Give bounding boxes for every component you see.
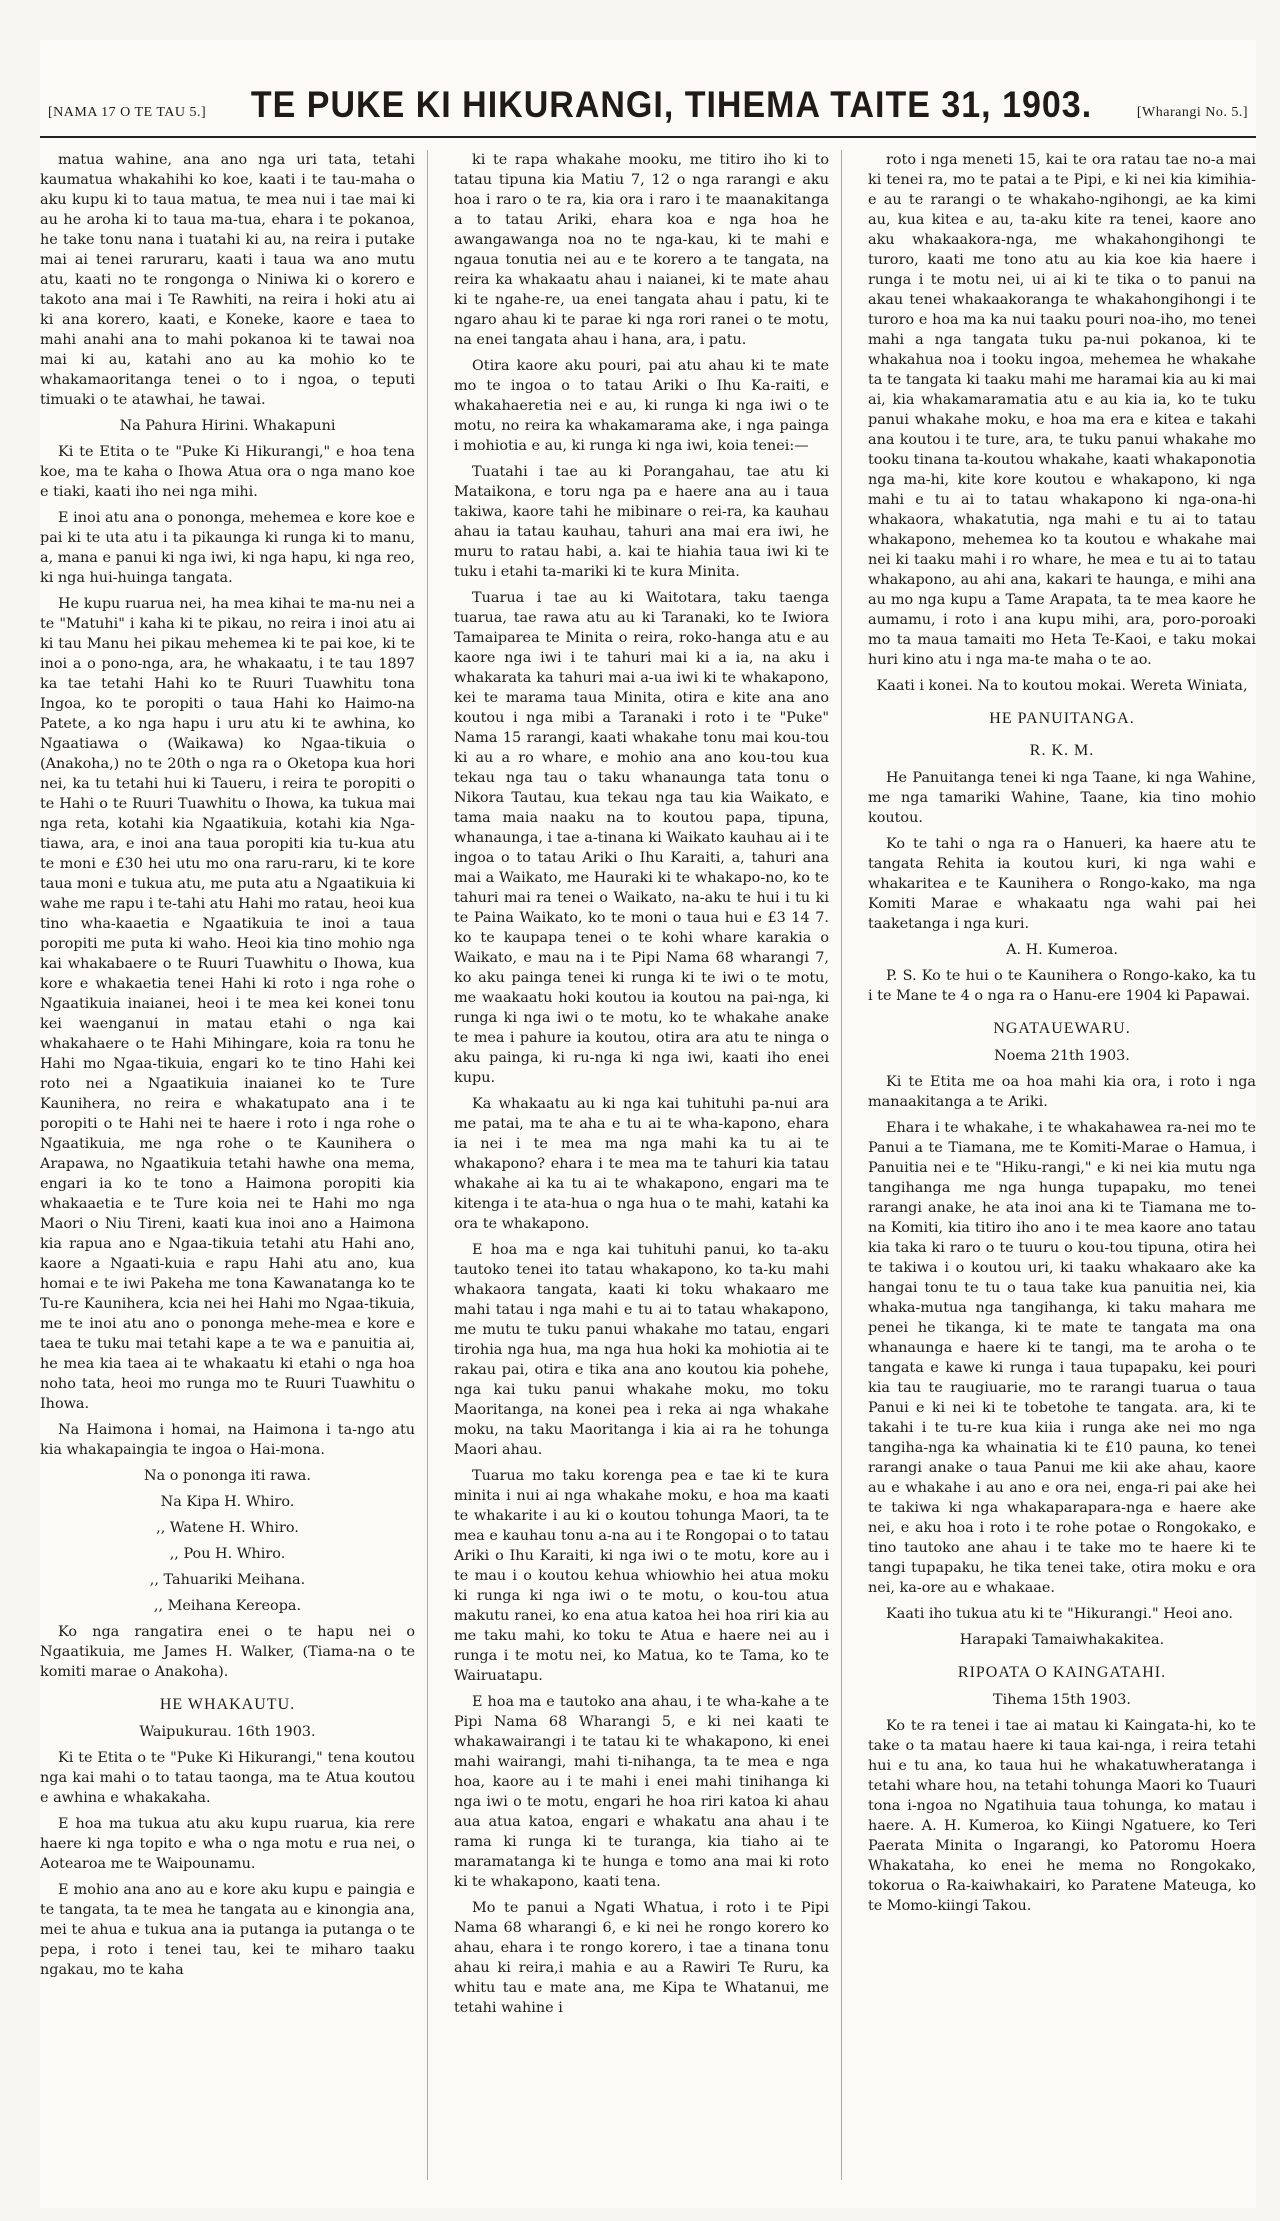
paragraph: He Panuitanga tenei ki nga Taane, ki nga Wahine, me nga tamariki Wahine, Taane, kia tino mohio koutou. (868, 770, 1256, 826)
signature-line: Harapaki Tamaiwhakakitea. (959, 1632, 1165, 1648)
paragraph: Ko te tahi o nga ra o Hanueri, ka haere atu te tangata Rehita ia koutou kuri, ki nga wahi e whakaritea e te Kaunihera o Rongo-kako, ma nga Komiti Marae e whakaatu nga wahi pai hei taaketanga i nga kuri. (868, 836, 1256, 932)
column-1 (40, 150, 428, 2180)
paragraph: roto i nga meneti 15, kai te ora ratau tae no-a mai ki tenei ra, mo te patai a te Pipi, e ki nei kia kimihia-e au te rarangi o te whakaho-ngihongi, ae ka kimi au, kua kitea e au, ta-aku kite ra tenei, kaore ano aku whakaakora-nga, me whakahongihongi te turoro, kaati me tono atu au kia koe kia haere i runga i te motu nei, ui ai ki te tika o to panui na akau tenei whakaakoranga te whakahongihongi i te turoro e hoa ma ka nui taaku pouri noa-iho, mo tenei mahi a nga tangata tuku pa-nui pokanoa, ki te whakahua noa i tooku ingoa, mehemea he whakahe ta te tangata ki taaku mahi me haramai kia au ki mai ai, kia whakamaramatia atu e au kia ia, ko te tuku panui whakahe moku, e hoa ma era e kitea e takahi ana koutou i te ture, ara, te tuku panui whakahe mo tooku tinana ta-koutou whakahe, kaati whakaponotia nga ma-hi, kite kore koutou e whakapono, ki nga mahi e tu ai to tatau whakapono ki nga-ona-hi whakaora, whakatutia, nga mahi e tu ai to tatau whakapono, mehemea ko ta koutou e whakahe mai nei ki taaku mahi i ro whare, he mea e tu ai to tatau whakapono, au ahi ana, kakari te haunga, e mihi ana au mo nga kupu a Tame Arapata, ta te mea kaore he aumamu, i roto i ana kupu mihi, ara, poro-poroaki mo ta maua tamaiti mo Heta Te-Kaoi, e taku mokai huri kino atu i nga ma-te maha o te ao. (868, 152, 1256, 668)
signature-line: Na Pahura Hirini. Whakapuni (119, 418, 336, 434)
issue-number: [NAMA 17 O TE TAU 5.] (48, 105, 207, 120)
signature-line: ,, Watene H. Whiro. (156, 1520, 299, 1536)
signature-line: ,, Tahuariki Meihana. (149, 1572, 306, 1588)
paragraph: He kupu ruarua nei, ha mea kihai te ma-nu nei a te "Matuhi" i kaha ki te pikau, no reira i inoi atu ai ki tau Manu hei pikau mehemea ki te pai koe, ki te inoi a o pono-nga, ara, he whakaatu, i te tau 1897 ka tae tetahi Hahi ko te Ruuri Tuawhitu tona Ingoa, ko te poropiti o taua Hahi ko Haimo-na Patete, a ko nga hapu i uru atu ki te awhina, ko Ngaatiawa o (Waikawa) ko Ngaa-tikuia o (Anakoha,) no te 20th o nga ra o Oketopa kua hori nei, ka tu tetahi hui ki Taueru, i reira te poropiti o te Hahi o te Ruuri Tuawhitu o Ihowa, ka tukua mai nga reta, kotahi kia Ngaatikuia, kotahi kia Nga-tiawa, ara, e inoi ana taua poropiti kia tu-kua atu te moni e £30 hei utu mo ona raru-raru, ki te kore taua moni e tukua atu, me puta atu a Ngaatikuia ki wahe me rapu i te-tahi atu Hahi mo ratau, heoi kua tino wha-kaaetia e Ngaatikuia te inoi a taua poropiti me puta ki waho. Heoi kia tino mohio nga kai whakabaere o te Ruuri Tuawhitu o Ihowa, kua kore e whakaetia tenei Hahi ki roto i nga rohe o Ngaatikuia inaianei, heoi i te mea kei konei tonu kei waenganui in matau etahi o nga kai whakahaere o te Hahi Mihingare, koia ra tonu he Hahi mo Ngaa-tikuia, engari ko te tino Hahi kei roto nei a Ngaatikuia inaianei ko te Ture Kaunihera, no reira e whakatupato ana i te poropiti o te Hahi nei te haere i roto i nga rohe o Ngaatikuia, me nga rohe o te Kaunihera o Arapawa, no Ngaatikuia tetahi hawhe ona mema, engari ia ko te tono a Haimona poropiti kia whakaaetia e te Ture koia nei te Hahi mo nga Maori o Niu Tireni, kaati kua inoi ano a Haimona kia rapua ano e Ngaa-tikuia tetahi atu Hahi ano, kaore a Ngaati-kuia e rapu Hahi atu ano, kua homai e te iwi Pakeha me tona Kawanatanga ko te Tu-re Kaunihera, kcia nei hei Hahi mo Ngaa-tikuia, me te inoi atu ano o pononga mehe-mea e kore e taea te tuku mai tetahi kape a te wa e panuitia ai, he mea kia taea ai te whakaatu ki etahi o nga hoa noho tata, heoi mo runga mo te Ruuri Tuawhitu o Ihowa. (40, 596, 415, 1412)
paragraph: matua wahine, ana ano nga uri tata, tetahi kaumatua whakahihi ko koe, kaati i te tau-maha o aku kupu ki to taua matua, te mea nui i tae mai ki au he aroha ki to taua ma-tua, ehara i te pokanoa, he take tonu nana i tuatahi ki au, na reira i putake mai ai tenei raruraru, kaati i taua wa ano mutu atu, kaati no te rongonga o Niniwa ki o korero e takoto ana mai i Te Rawhiti, na reira i hoki atu ai ki ana korero, kaati, e Koneke, kaore e taea to mahi anahi ana to mahi pokanoa ki te tawai noa mai ki au, katahi ano au ka mohio ko te whakamaoritanga tenei o to i ngoa, o teputi timuaki o te atawhai, he tawai. (40, 152, 415, 408)
paragraph: Kaati iho tukua atu ki te "Hikurangi." Heoi ano. (886, 1606, 1233, 1622)
signature-line: Na o pononga iti rawa. (144, 1468, 311, 1484)
paragraph: E hoa ma e nga kai tuhituhi panui, ko ta-aku tautoko tenei ito tatau whakapono, ko ta-ku mahi whakaora tangata, kaati ki toku whakaaro me mahi tatau i nga mahi e tu ai to tatau whakapono, me mutu te tuku panui whakahe mo tatau, engari tirohia nga hua, ma nga hua hoki ka mohiotia ai te rakau pai, otira e tika ana ano koutou kia pohehe, nga kai tuku panui whakahe moku, mo toku Maoritanga, na konei pea i reka ai nga whakahe moku, na taku Maoritanga i kia ai ra he tohunga Maori ahau. (454, 1242, 829, 1458)
paragraph: Mo te panui a Ngati Whatua, i roto i te Pipi Nama 68 wharangi 6, e ki nei he rongo korero ko ahau, ehara i te rongo korero, i tae a tinana tonu ahau ki reira,i mahia e au a Rawiri Te Ruru, ka whitu tau e mate ana, me Kipa te Whatanui, me tetahi wahine i (454, 1900, 829, 2016)
paragraph: Ko te ra tenei i tae ai matau ki Kaingata-hi, ko te take o ta matau haere ki taua kai-nga, i reira tetahi hui e tu ana, ko taua hui he whakatuwheratanga i tetahi whare hou, na tetahi tohunga Maori ko Tuauri tona i-ngoa no Ngatihuia taua tohunga, ko matau i haere. A. H. Kumeroa, ko Kiingi Ngatuere, ko Teri Paerata Minita o Ingarangi, ko Patoromu Hoera Whakataha, ko enei he mema no Rongokako, tokorua o Ra-kaiwhakairi, ko Paratene Mateuga, ko te Momo-kiingi Takou. (868, 1718, 1256, 1914)
paragraph: Tuarua i tae au ki Waitotara, taku taenga tuarua, tae rawa atu au ki Taranaki, ko te Iwiora Tamaiparea te Minita o reira, roko-hanga atu e au kaore nga iwi i te tahuri mai ki a ia, na aku i whakarata ka tahuri mai a-ua iwi ki te whakapono, kei te marama taua Minita, otira e kite ana ano koutou i nga mibi a Taranaki i roto i te "Puke" Nama 15 rarangi, kaati whakahe tonu mai kou-tou ki au a ro whare, e mohio ana ano kou-tou kua tekau nga tau o taku whanaunga tata tonu o Nikora Tautau, kua tekau nga tau kia Waikato, e tama maia naaku na to koutou papa, tipuna, whanaunga, i tae a-tinana ki Waikato kauhau ai i te ingoa o to tatau Ariki o Ihu Karaiti, a, tahuri ana mai a Waikato, me Hauraki ki te whakapo-no, ko te tahuri mai ra tenei o Waikato, na-aku te hui i tu ki te Paina Waikato, ko te moni o taua hui e £3 14 7. ko te kaupapa tenei o te kohi whare karakia o Waikato, e mau na i te Pipi Nama 68 wharangi 7, ko aku painga tenei ki runga ki te iwi o te motu, me waakaatu hoki koutou ia koutou na pai-nga, ki runga ki nga iwi o te motu, ko te whakahe anake te mea i pahure ia koutou, otira ara atu te ninga o aku painga, ki ru-nga ki nga iwi, kaati iho enei kupu. (454, 590, 829, 1086)
section-heading: R. K. M. (1029, 742, 1095, 759)
column-2 (454, 150, 842, 2180)
section-heading: HE WHAKAUTU. (159, 1696, 296, 1713)
paragraph: Ehara i te whakahe, i te whakahawea ra-nei mo te Panui a te Tiamana, me te Komiti-Marae o Hamua, i Panuitia nei e te "Hiku-rangi," e ki nei kia mutu nga tangihanga me nga hunga tupapaku, mo tenei rarangi anake, he ata inoi ana ki te Tiamana me to-na Komiti, kia titiro iho ano i te mea kaore ano tatau kia taka ki raro o te tuuru o kou-tou tipuna, otira hei te takiwa i o koutou uri, ki taaku whakaaro ake ka hangai tonu te tu o taua take kua panuitia nei, kia whaka-mutua nga tangihanga, ki taku mahara me penei he tikanga, ki te mate te tangata ma ona whanaunga e haere ki te tangi, ma te aroha o te tangata e kawe ki runga i taua tupapaku, kei pouri kia tau te raugiuarie, mo te rarangi tuarua o taua Panui e ki nei ki te tobetohe te tangata. ara, ki te takahi i te tu-re kua kiia i runga ake nei mo nga tangiha-nga ka whainatia ki te £10 pauna, ko tenei rarangi anake o taua Panui me kii ake ahau, kaore au e whakahe i au ano e ora nei, enga-ri pai ake hei te takiwa ki nga whakaparapara-nga e haere ake nei, e aku hoa i roto i te rohe potae o Rongokako, e tino tautoko ane ahau i te take mo te haere ki te tangi tupapaku, he tika tenei take, otira moku e ora nei, ka-ore au e whakaae. (868, 1120, 1256, 1596)
page-number: [Wharangi No. 5.] (1136, 105, 1248, 120)
newspaper-page (40, 40, 1256, 2208)
paragraph: Tuatahi i tae au ki Porangahau, tae atu ki Mataikona, e toru nga pa e haere ana au i taua takiwa, kaore tahi he mibinare o rei-ra, ka kauhau ahau ia tatau kauhau, tahuri ana mai era iwi, he muru to ratau habi, a. kai te hiahia taua iwi ki te tuku i etahi ta-mariki ki te kura Minita. (454, 464, 829, 580)
paragraph: E hoa ma e tautoko ana ahau, i te wha-kahe a te Pipi Nama 68 Wharangi 5, e ki nei kaati te whakawairangi i te tatau ki te whakapono, ki enei mahi wairangi, mahi ti-nihanga, ta te mea e nga hoa, kaore au i te mahi i enei mahi tinihanga ki nga iwi o te motu, engari he hoa riri katoa ki ahau aua atua katoa, engari e whakatu ana ahau i te rama ki runga ki te turanga, kia tiaho ai te maramatanga ki te hunga e tomo ana mai ki roto ki te whakapono, kaati tena. (454, 1694, 829, 1890)
paragraph: Na Haimona i homai, na Haimona i ta-ngo atu kia whakapaingia te ingoa o Hai-mona. (40, 1422, 415, 1458)
signature-line: ,, Meihana Kereopa. (153, 1598, 302, 1614)
section-heading: RIPOATA O KAINGATAHI. (957, 1664, 1167, 1681)
paragraph: ki te rapa whakahe mooku, me titiro iho ki to tatau tipuna kia Matiu 7, 12 o nga rarangi e aku hoa i raro o te ra, kia ora i raro i te maanakitanga a to tatau Ariki, ehara koa e nga hoa he awangawanga noa no te nga-kau, ki te mahi e ngaua tonutia nei au e te korero a te tangata, na reira ka whakaatu ahau i naianei, ki te mate ahau ki te ngahe-re, ua enei tangata ahau i patu, ki te ngaro ahau ki te parae ki nga rori ranei o te motu, na enei tangata ahau i hana, ara, i patu. (454, 152, 829, 348)
paragraph: Otira kaore aku pouri, pai atu ahau ki te mate mo te ingoa o to tatau Ariki o Ihu Ka-raiti, e whakahaeretia nei e au, ki runga ki nga iwi o te motu, no reira ka whakamarama ake, i nga painga i mohiotia e au, ki runga ki nga iwi, koia tenei:— (454, 358, 829, 454)
signature-line: ,, Pou H. Whiro. (169, 1546, 286, 1562)
paragraph: Ko nga rangatira enei o te hapu nei o Ngaatikuia, me James H. Walker, (Tiama-na o te komiti marae o Anakoha). (40, 1624, 415, 1680)
paragraph: Ki te Etita o te "Puke Ki Hikurangi," e hoa tena koe, ma te kaha o Ihowa Atua ora o nga mano koe e tiaki, kaati iho nei nga mihi. (40, 444, 415, 500)
section-heading: HE PANUITANGA. (989, 710, 1135, 727)
paragraph: Tuarua mo taku korenga pea e tae ki te kura minita i nui ai nga whakahe moku, e hoa ma kaati te whakarite i au ki o koutou tohunga Maori, ta te mea e kauhau tonu a-na au i te Rongopai o to tatau Ariki o Ihu Karaiti, ki nga iwi o te motu, kore au i te mau i o koutou kehua whiowhio hei atua moku ki runga ki nga iwi o te motu, o kou-tou atua makutu ranei, ko ena atua katoa hei hoa riri kia au me taku mahi, ko toku te Atua e haere nei au i runga i te motu nei, ko Matua, ko te Tama, ko te Wairuatapu. (454, 1468, 829, 1684)
paragraph: E mohio ana ano au e kore aku kupu e paingia e te tangata, ta te mea he tangata au e kinongia ana, mei te ahua e tukua ana ia putanga ia putanga o te pepa, i roto i tenei tau, kei te miharo taaku ngakau, mo te kaha (40, 1882, 415, 1978)
paragraph: E inoi atu ana o pononga, mehemea e kore koe e pai ki te uta atu i ta pikaunga ki runga ki to manu, a, mana e panui ki nga iwi, ki nga hapu, ki nga reo, ki nga hui-huinga tangata. (40, 510, 415, 586)
paragraph: Ka whakaatu au ki nga kai tuhituhi pa-nui ara me patai, ma te aha e tu ai te wha-kapono, ehara ia nei i te mea ma nga mahi ka tu ai te whakapono? ehara i te mea ma te tahuri kia tatau whakahe ai ka tu ai te whakapono, engari ma te kitenga i te ata-hua o nga hua o te mahi, katahi ka ora te whakapono. (454, 1096, 829, 1232)
signature-line: A. H. Kumeroa. (1006, 942, 1118, 958)
paragraph: E hoa ma tukua atu aku kupu ruarua, kia rere haere ki nga topito e wha o nga motu e rua nei, o Aotearoa me te Waipounamu. (40, 1816, 415, 1872)
masthead (40, 86, 1256, 138)
signature-line: Noema 21th 1903. (994, 1048, 1130, 1064)
paragraph: Ki te Etita o te "Puke Ki Hikurangi," tena koutou nga kai mahi o to tatau taonga, ma te Atua koutou e awhina e whakakaha. (40, 1750, 415, 1806)
signature-line: Na Kipa H. Whiro. (160, 1494, 295, 1510)
section-heading: NGATAUEWARU. (993, 1020, 1131, 1037)
newspaper-title: TE PUKE KI HIKURANGI, TIHEMA TAITE 31, 1903. (250, 84, 1093, 126)
column-3 (868, 150, 1256, 2180)
signature-line: Tihema 15th 1903. (993, 1692, 1131, 1708)
paragraph: P. S. Ko te hui o te Kaunihera o Rongo-kako, ka tu i te Mane te 4 o nga ra o Hanu-ere 1904 ki Papawai. (868, 968, 1256, 1004)
signature-line: Kaati i konei. Na to koutou mokai. Wereta Winiata, (876, 678, 1248, 694)
paragraph: Ki te Etita me oa hoa mahi kia ora, i roto i nga manaakitanga a te Ariki. (868, 1074, 1256, 1110)
text-columns (40, 150, 1256, 2180)
signature-line: Waipukurau. 16th 1903. (139, 1724, 316, 1740)
